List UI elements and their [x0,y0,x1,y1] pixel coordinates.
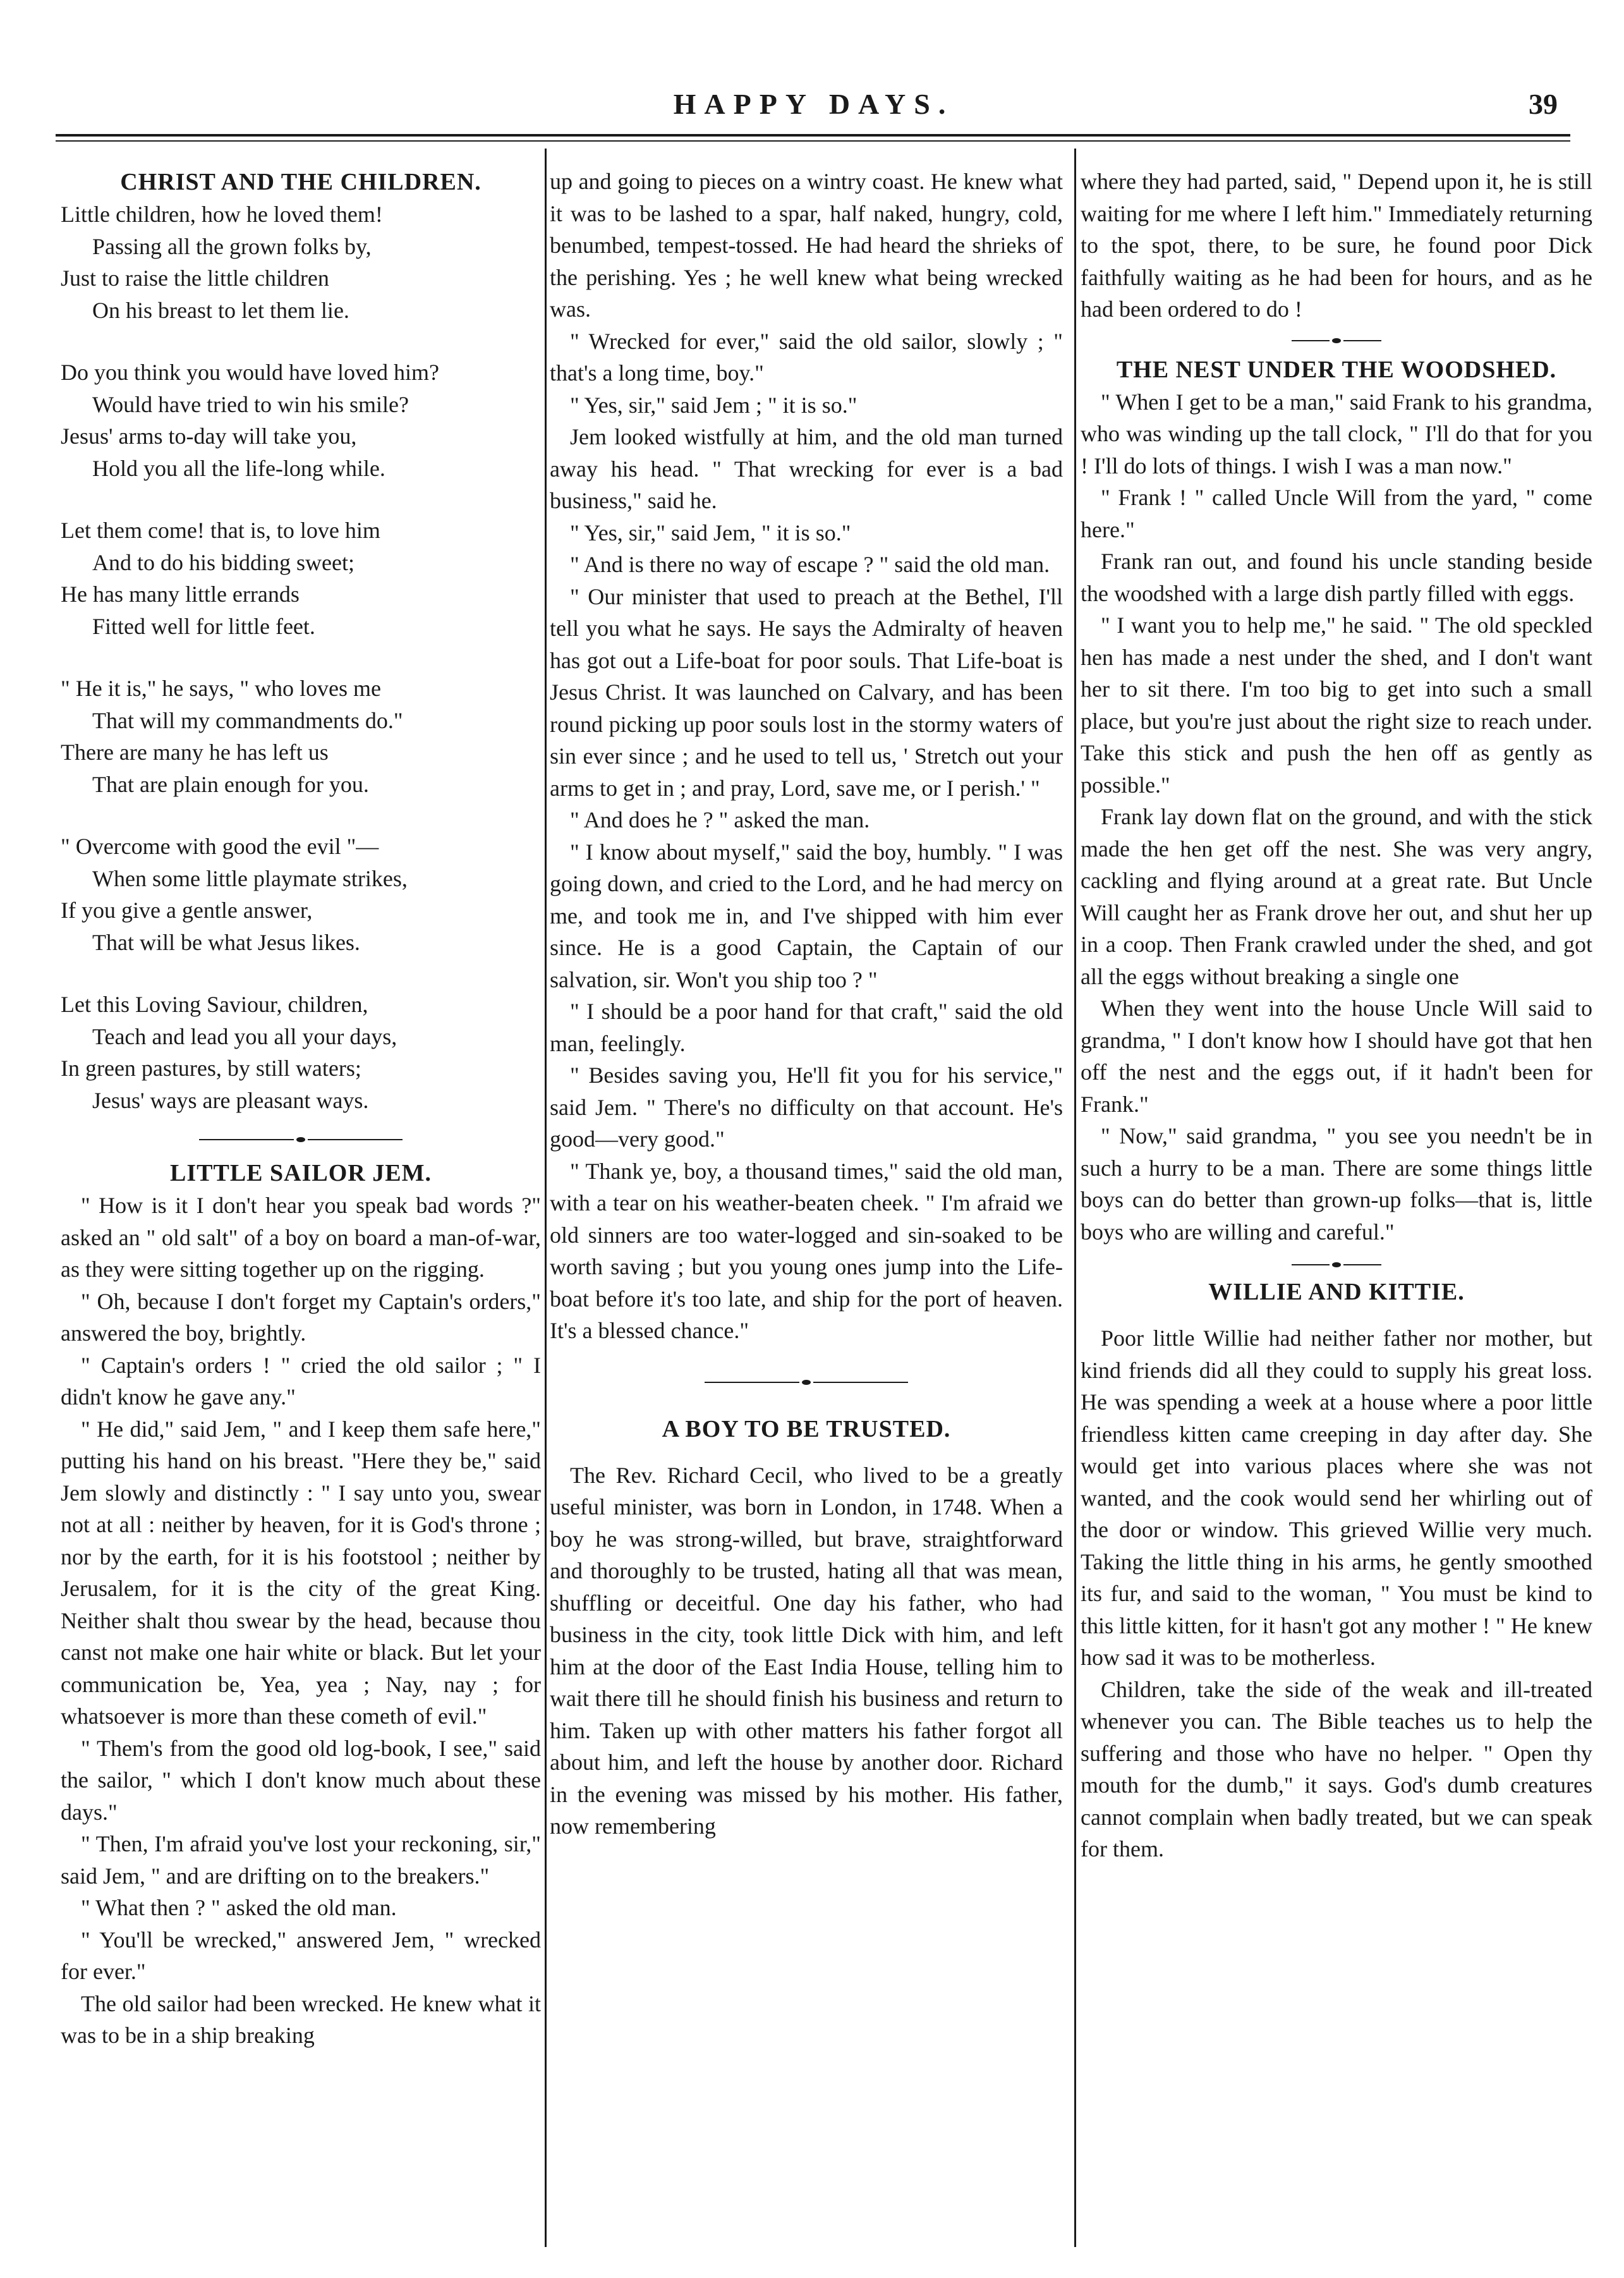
story-paragraph: " Wrecked for ever," said the old sailor, slowly ; " that's a long time, boy." [550,328,1063,386]
story-title-little-sailor-jem: LITTLE SAILOR JEM. [170,1160,432,1186]
column-2 [550,166,1063,2239]
story-paragraph: The old sailor had been wrecked. He knew what it was to be in a ship breaking [61,1990,541,2048]
story-title-a-boy-to-be-trusted: A BOY TO BE TRUSTED. [662,1415,951,1442]
poem-body [61,198,541,1116]
poem-stanza [61,673,541,800]
story-body [61,1190,541,2052]
story-paragraph: Poor little Willie had neither father nor mother, but kind friends did all they could to supply his great loss. He was spending a week at a house where a poor little friendless kitten came creeping in day after day. She would get into various places where she was not wanted, and the cook would send her whirling out of the door or window. This grieved Willie very much. Taking the little thing in his arms, he gently smoothed its fur, and said to the woman, " You must be kind to this little kitten, for it hasn't got any mother ! " He knew how sad it was to be motherless. [1081,1325,1592,1670]
header-rule-thick [56,134,1570,137]
poem-stanza [61,515,541,642]
poem-line: On his breast to let them lie. [92,297,349,323]
story-continued [1081,166,1592,326]
story-body [550,1459,1063,1842]
story-paragraph: " He did," said Jem, " and I keep them safe here," putting his hand on his breast. "Here they be," said Jem slowly and distinctly : " I say unto you, swear not at all : neither by heaven, for it is God's throne ; nor by the earth, for it is his footstool ; neither by Jerusalem, for it is the city of the great King. Neither shalt thou swear by the head, because thou canst not make one hair white or black. But let your communication be, Yea, yea ; Nay, nay ; for whatsoever is more than these cometh of evil." [61,1416,541,1729]
story-paragraph: " Then, I'm afraid you've lost your reckoning, sir," said Jem, " and are drifting on to the breakers." [61,1831,541,1889]
story-paragraph: The Rev. Richard Cecil, who lived to be a greatly useful minister, was born in London, in 1748. When a boy he was strong-willed, but brave, straightforward and thoroughly to be trusted, hating all that was mean, shuffling or deceitful. One day his father, who had business in the city, took little Dick with him, and left him at the door of the East India House, telling him to wait there till he should finish his business and return to him. Taken up with other matters his father forgot all about him, and left the house by another door. Richard in the evening was missed by his mother. His father, now remembering [550,1462,1063,1839]
section-divider [61,1129,541,1148]
story-paragraph: " Oh, because I don't forget my Captain's orders," answered the boy, brightly. [61,1288,541,1346]
poem-line: Hold you all the life-long while. [92,455,385,481]
story-paragraph: " How is it I don't hear you speak bad words ?" asked an " old salt" of a boy on board a man-of-war, as they were sitting together up on the rigging. [61,1193,541,1282]
story-paragraph: " Captain's orders ! " cried the old sailor ; " I didn't know he gave any." [61,1352,541,1410]
story-body [1081,386,1592,1248]
masthead [57,82,1570,126]
story-paragraph: " Them's from the good old log-book, I see," said the sailor, " which I don't know much about these days." [61,1735,541,1825]
poem-line: There are many he has left us [61,740,329,765]
section-divider [1081,331,1592,350]
story-paragraph: " Besides saving you, He'll fit you for his service," said Jem. " There's no difficulty on that account. He's good—very good." [550,1063,1063,1152]
poem-line: And to do his bidding sweet; [92,549,354,575]
poem-line: Would have tried to win his smile? [92,391,409,417]
poem-line: That are plain enough for you. [92,771,369,797]
poem-line: Passing all the grown folks by, [92,233,372,259]
poem-line: When some little playmate strikes, [92,865,408,891]
poem-stanza [61,989,541,1116]
poem-line: Jesus' arms to-day will take you, [61,423,357,449]
story-paragraph: Jem looked wistfully at him, and the old man turned away his head. " That wrecking for ever is a bad business," said he. [550,424,1063,513]
story-paragraph: " Yes, sir," said Jem ; " it is so." [570,392,857,418]
story-paragraph: When they went into the house Uncle Will said to grandma, " I don't know how I should have got that hen off the nest and the eggs out, if it hadn't been for Frank." [1081,996,1592,1117]
story-body [1081,1322,1592,1865]
poem-line: Do you think you would have loved him? [61,360,439,385]
section-divider [550,1372,1063,1391]
poem-line: " He it is," he says, " who loves me [61,676,382,701]
story-paragraph: Children, take the side of the weak and ill-treated whenever you can. The Bible teaches us to help the suffering and those who have no helper. " Open thy mouth for the dumb," it says. God's dumb creatures cannot complain when badly treated, but we can speak for them. [1081,1676,1592,1861]
poem-line: He has many little errands [61,582,300,607]
poem-title: CHRIST AND THE CHILDREN. [120,169,482,195]
story-paragraph: " And does he ? " asked the man. [570,807,870,832]
page-number: 39 [1529,88,1558,120]
publication-title: HAPPY DAYS. [673,88,954,120]
poem-stanza [61,198,541,326]
story-paragraph: up and going to pieces on a wintry coast. He knew what it was to be lashed to a spar, half naked, hungry, cold, benumbed, tempest-tossed. He had heard the shrieks of the perishing. Yes ; he well knew what being wrecked was. [550,169,1063,322]
section-divider [1081,1254,1592,1273]
story-continued [550,166,1063,1347]
poem-line: Teach and lead you all your days, [92,1023,397,1049]
header-rule-thin [56,140,1570,142]
story-paragraph: " Yes, sir," said Jem, " it is so." [570,520,851,545]
story-paragraph: " You'll be wrecked," answered Jem, " wrecked for ever." [61,1927,541,1984]
story-paragraph: " I want you to help me," he said. " The old speckled hen has made a nest under the shed, and I don't want her to sit there. I'm too big to get into such a small place, but you're just about the right size to reach under. Take this stick and push the hen off as gently as possible." [1081,612,1592,798]
story-paragraph: " I should be a poor hand for that craft," said the old man, feelingly. [550,999,1063,1056]
poem-line: Let this Loving Saviour, children, [61,992,368,1017]
poem-line: If you give a gentle answer, [61,898,313,923]
story-paragraph: " Now," said grandma, " you see you needn't be in such a hurry to be a man. There are some things little boys can do better than grown-up folks—that is, little boys who are willing and careful." [1081,1123,1592,1245]
poem-line: That will my commandments do." [92,707,403,733]
poem-line: " Overcome with good the evil "— [61,834,379,859]
poem-line: In green pastures, by still waters; [61,1056,361,1081]
story-paragraph: " Our minister that used to preach at the Bethel, I'll tell you what he says. He says the Admiralty of heaven has got out a Life-boat for poor souls. That Life-boat is Jesus Christ. It was launched on Calvary, and has been round picking up poor souls lost in the stormy waters of sin ever since ; and he used to tell us, ' Stretch out your arms to get in ; and pray, Lord, save me, or I perish.' " [550,583,1063,801]
story-paragraph: where they had parted, said, " Depend upon it, he is still waiting for me where I left him." Immediately returning to the spot, there, to be sure, he found poor Dick faithfully waiting as he had been for hours, and as he had been ordered to do ! [1081,169,1592,322]
story-paragraph: " I know about myself," said the boy, humbly. " I was going down, and cried to the Lord, and he had mercy on me, and took me in, and I've shipped with him ever since. He is a good Captain, the Captain of our salvation, sir. Won't you ship too ? " [550,839,1063,992]
poem-line: Fitted well for little feet. [92,613,315,639]
story-title-willie-and-kittie: WILLIE AND KITTIE. [1208,1279,1465,1305]
story-paragraph: " When I get to be a man," said Frank to his grandma, who was winding up the tall clock, " I'll do that for you ! I'll do lots of things. I wish I was a man now." [1081,389,1592,478]
story-paragraph: " Thank ye, boy, a thousand times," said the old man, with a tear on his weather-beaten cheek. " I'm afraid we old sinners are too water-logged and sin-soaked to be worth saving ; but you young ones jump into the Life-boat before it's too late, and ship for the port of heaven. It's a blessed chance." [550,1158,1063,1343]
poem-line: That will be what Jesus likes. [92,929,360,955]
poem-stanza [61,831,541,958]
column-3 [1081,166,1592,2239]
poem-stanza [61,356,541,484]
column-divider-2 [1074,149,1076,2247]
story-paragraph: " And is there no way of escape ? " said the old man. [570,552,1050,577]
column-divider-1 [545,149,547,2247]
poem-line: Jesus' ways are pleasant ways. [92,1087,369,1113]
poem-line: Little children, how he loved them! [61,202,383,227]
story-paragraph: Frank lay down flat on the ground, and with the stick made the hen get off the nest. She was very angry, cackling and flying around at a great rate. But Uncle Will caught her as Frank drove her out, and shut her up in a coop. Then Frank crawled under the shed, and got all the eggs without breaking a single one [1081,804,1592,989]
poem-line: Just to raise the little children [61,265,329,291]
poem-line: Let them come! that is, to love him [61,518,380,543]
story-paragraph: Frank ran out, and found his uncle standing beside the woodshed with a large dish partly filled with eggs. [1081,549,1592,606]
column-1 [61,166,541,2239]
story-title-nest-under-woodshed: THE NEST UNDER THE WOODSHED. [1116,356,1557,383]
story-paragraph: " What then ? " asked the old man. [81,1895,397,1920]
story-paragraph: " Frank ! " called Uncle Will from the yard, " come here." [1081,485,1592,542]
